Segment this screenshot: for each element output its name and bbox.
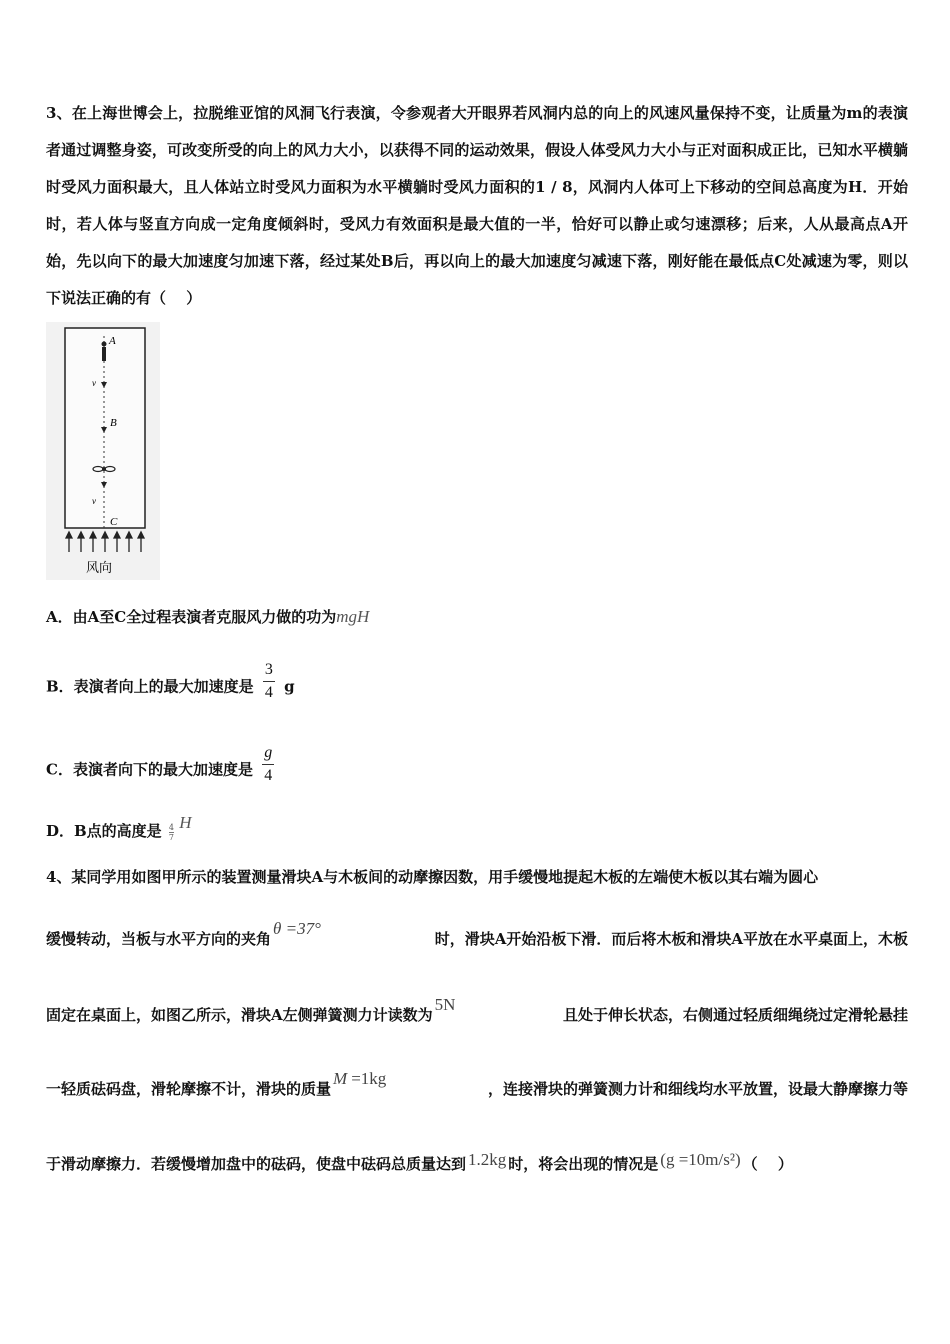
option-d-var: H: [179, 813, 192, 832]
question-4-line-3: 固定在桌面上，如图乙所示，滑块A左侧弹簧测力计读数为5N 且处于伸长状态，右侧通过轻质细绳绕过定滑轮悬挂: [46, 995, 908, 1024]
angle-value: θ =37°: [273, 919, 321, 938]
question-4-line-2: 缓慢转动，当板与水平方向的夹角θ =37° 时，滑块A开始沿板下滑．而后将木板和滑块A平放在水平桌面上，木板: [46, 919, 908, 948]
mass-value: =1kg: [351, 1069, 387, 1088]
wind-tunnel-figure: [46, 322, 160, 580]
force-value: 5N: [434, 995, 456, 1014]
option-b-fraction: $\frac{3}{4}$: [264, 661, 273, 701]
wind-direction-caption: 风向: [86, 561, 113, 576]
mass-symbol: M: [333, 1069, 348, 1088]
option-a: [46, 606, 369, 627]
option-a-text: A．由A至C全过程表演者克服风力做的功为: [46, 608, 337, 626]
option-b-unit: g: [284, 677, 295, 696]
option-d-text: D．B点的高度是: [46, 822, 162, 840]
option-d-fraction: $\frac{4}{7}$: [168, 822, 175, 842]
gravity-value: (g =10m/s²): [660, 1150, 741, 1169]
question-4-line-5: 于滑动摩擦力．若缓慢增加盘中的砝码，使盘中砝码总质量达到 1.2kg 时，将会出现的情况是 (g =10m/s²) （ ）: [46, 1150, 793, 1173]
label-v-lower: v: [92, 496, 96, 506]
option-c-fraction: $\frac{g}{4}$: [264, 744, 273, 784]
label-c: C: [110, 516, 118, 528]
weight-mass-value: 1.2kg: [468, 1150, 507, 1169]
label-a: A: [109, 335, 116, 347]
option-d: [46, 813, 192, 842]
label-b: B: [110, 417, 117, 429]
question-4-line-1: 4、某同学用如图甲所示的装置测量滑块A与木板间的动摩擦因数，用手缓慢地提起木板的左端使木板以其右端为圆心: [46, 868, 819, 886]
option-c: [46, 744, 278, 793]
option-b-text: B．表演者向上的最大加速度是: [46, 677, 254, 696]
option-c-text: C．表演者向下的最大加速度是: [46, 760, 253, 779]
label-v-upper: v: [92, 378, 96, 388]
question-3-stem: 3、在上海世博会上，拉脱维亚馆的风洞飞行表演，令参观者大开眼界若风洞内总的向上的风速风量保持不变，让质量为m的表演者通过调整身姿，可改变所受的向上的风力大小，以获得不同的运动效果，假设人体受风力大小与正对面积成正比，已知水平横躺时受风力面积最大，且人体站立时受风力面积为水平横躺时受风力面积的1 / 8，风洞内人体可上下移动的空间总高度为H．开始时，若人体与竖直方向成一定角度倾斜时，受风力有效面积是最大值的一半，恰好可以静止或匀速漂移；后来，人从最高点A开始，先以向下的最大加速度匀加速下落，经过某处B后，再以向上的最大加速度匀减速下落，刚好能在最低点C处减速为零，则以下说法正确的有（ ）: [46, 104, 908, 307]
option-b: [46, 661, 295, 710]
option-a-math: mgH: [336, 607, 370, 626]
question-4-line-4: 一轻质砝码盘，滑轮摩擦不计，滑块的质量M =1kg ，连接滑块的弹簧测力计和细线均水平放置，设最大静摩擦力等: [46, 1069, 908, 1098]
performer-top-icon: [102, 342, 107, 362]
